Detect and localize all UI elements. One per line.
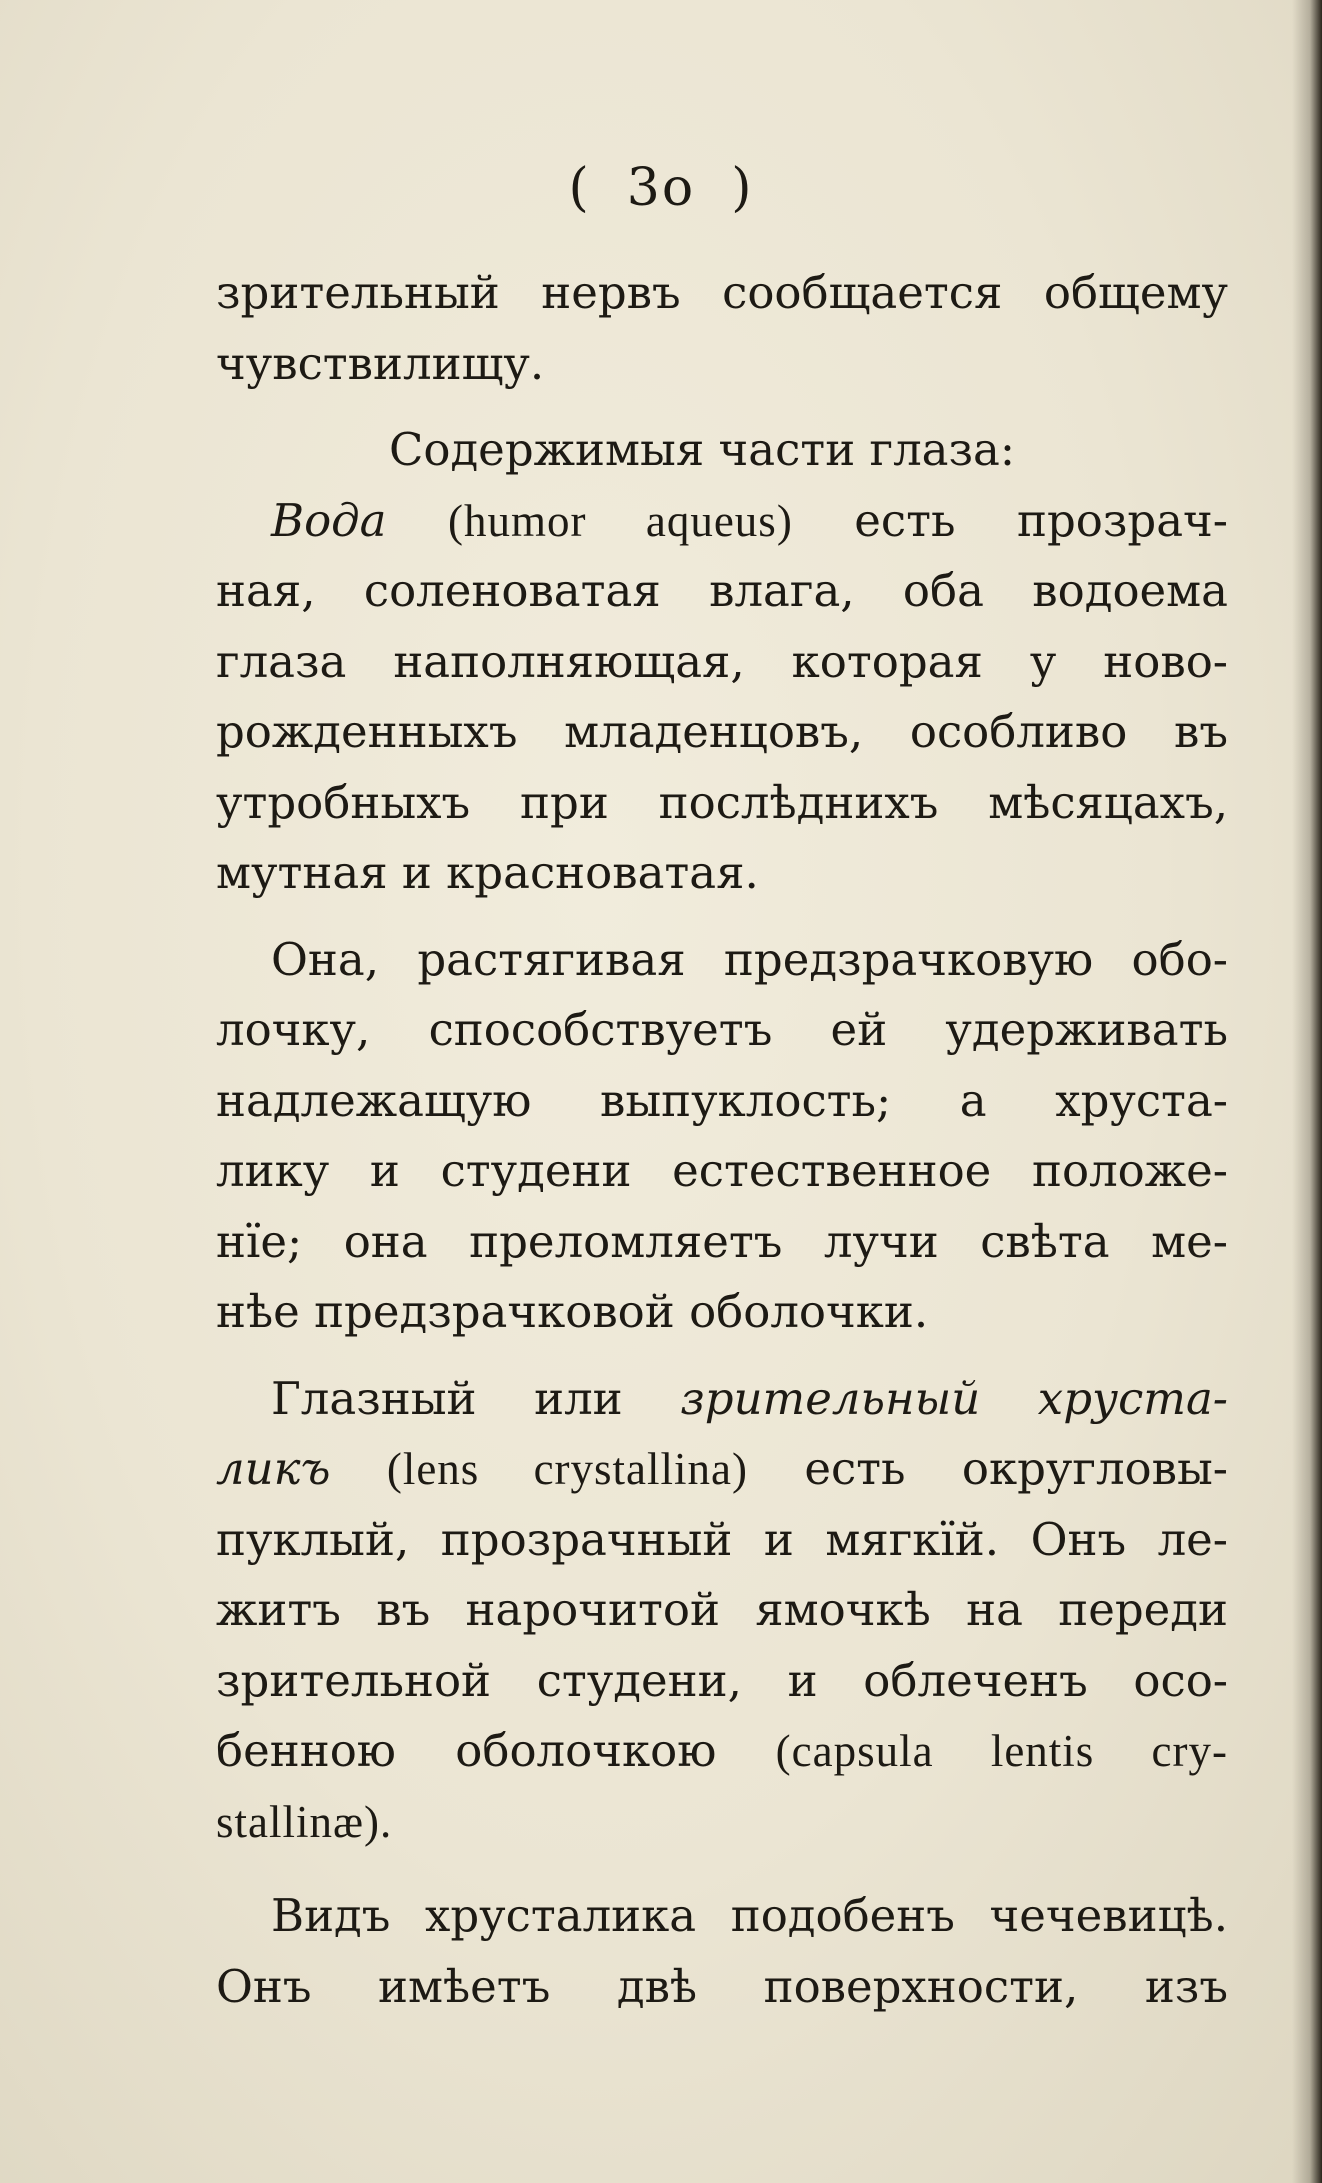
- latin-term: (lens crystallina): [386, 1444, 748, 1494]
- text-line: Она, растягивая предзрачковую обо-: [271, 932, 1228, 986]
- text-line: ная, соленоватая влага, оба водоема: [216, 564, 1228, 617]
- text-line: stallinæ).: [216, 1796, 393, 1847]
- text-fragment: есть округловы-: [804, 1442, 1228, 1495]
- text-fragment: есть прозрач-: [854, 493, 1228, 547]
- text-line: мутная и красноватая.: [216, 846, 759, 899]
- text-fragment: бенною оболочкою: [216, 1724, 717, 1777]
- text-line: Видъ хрусталика подобенъ чечевицѣ.: [271, 1889, 1228, 1942]
- text-line: лику и студени естественное положе-: [216, 1144, 1228, 1197]
- folio-number: 3o: [626, 158, 696, 218]
- latin-term: (humor aqueus): [447, 495, 793, 546]
- text-line: житъ въ нарочитой ямочкѣ на переди: [216, 1583, 1228, 1636]
- text-line: нїе; она преломляетъ лучи свѣта ме-: [216, 1214, 1228, 1268]
- paragraph-5: [216, 1881, 1228, 2022]
- text-line: утробныхъ при послѣднихъ мѣсяцахъ,: [216, 775, 1228, 829]
- text-line: [216, 1716, 1228, 1787]
- folio-open-paren: (: [568, 158, 591, 218]
- folio-close-paren: ): [731, 158, 754, 218]
- text-line: чувствилищу.: [216, 336, 545, 390]
- latin-term: (capsula lentis cry-: [775, 1726, 1228, 1776]
- body-text: [216, 258, 1228, 2022]
- text-line: зрительной студени, и облеченъ осо-: [216, 1653, 1228, 1707]
- text-line: нѣе предзрачковой оболочки.: [216, 1285, 929, 1338]
- page-number: [0, 158, 1322, 218]
- text-line: надлежащую выпуклость; а хруста-: [216, 1073, 1228, 1127]
- paragraph-1: [216, 258, 1228, 399]
- term-voda: Вода: [271, 493, 387, 547]
- text-line: [216, 486, 1228, 557]
- term-khrustalik-end: ликъ: [216, 1442, 331, 1495]
- term-khrustalik: зрительный хруста-: [680, 1371, 1229, 1425]
- text-line: [216, 1364, 1228, 1435]
- text-fragment: Глазный или: [271, 1371, 623, 1425]
- text-line: зрительный нервъ сообщается общему: [216, 266, 1228, 319]
- paragraph-3: [216, 925, 1228, 1348]
- text-line: пуклый, прозрачный и мягкїй. Онъ ле-: [216, 1512, 1228, 1566]
- text-line: [216, 1434, 1228, 1505]
- text-line: Онъ имѣетъ двѣ поверхности, изъ: [216, 1959, 1228, 2013]
- paragraph-4: [216, 1364, 1228, 1858]
- text-line: рожденныхъ младенцовъ, особливо въ: [216, 705, 1228, 758]
- page-edge-shadow: [1292, 0, 1322, 2183]
- paragraph-2: [216, 486, 1228, 909]
- text-line: глаза наполняющая, которая у ново-: [216, 634, 1228, 688]
- text-line: лочку, способствуетъ ей удерживать: [216, 1003, 1228, 1056]
- section-heading: Содержимыя части глаза:: [388, 423, 1016, 476]
